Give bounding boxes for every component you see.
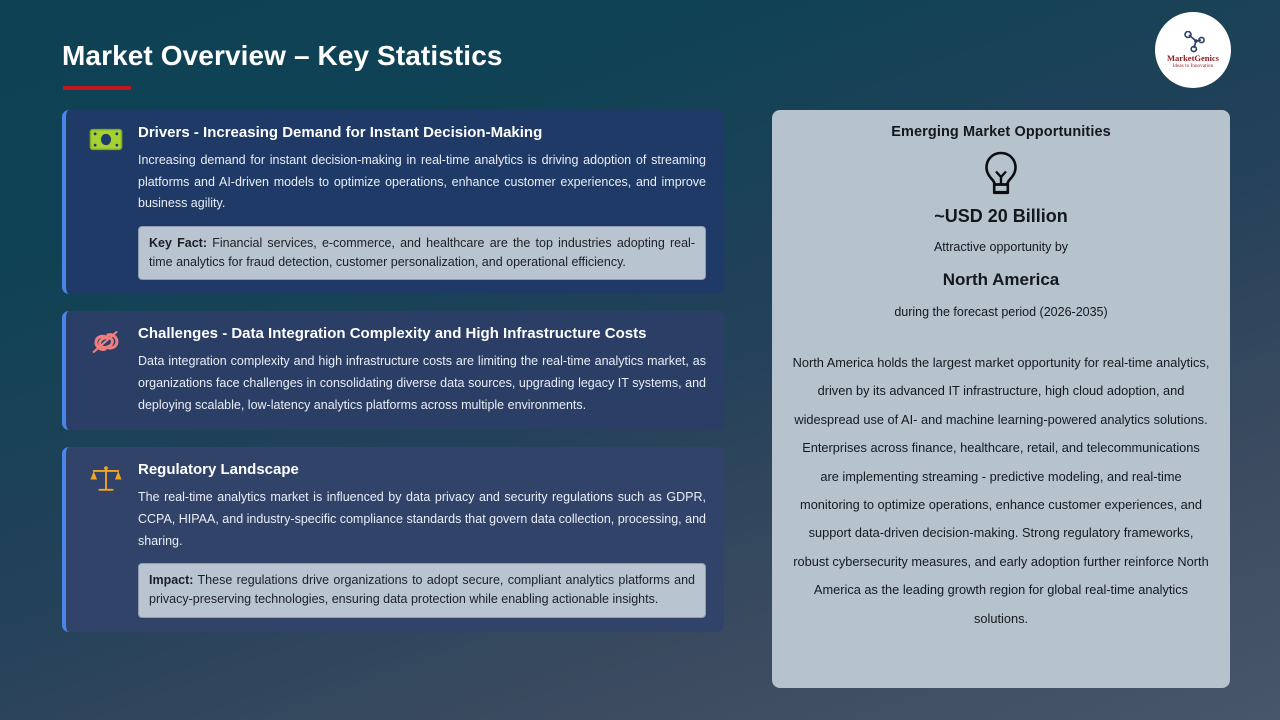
card-body xyxy=(138,124,706,280)
emerging-opportunities-panel xyxy=(772,110,1230,688)
network-nodes-icon xyxy=(1180,31,1206,53)
impact-box xyxy=(138,563,706,618)
lightbulb-icon xyxy=(792,150,1210,198)
page-title: Market Overview – Key Statistics xyxy=(62,40,503,71)
card-title: Challenges - Data Integration Complexity and High Infrastructure Costs xyxy=(138,325,647,343)
impact-label: Impact: xyxy=(149,573,194,588)
company-logo xyxy=(1155,12,1231,88)
card-challenges xyxy=(62,311,724,430)
card-description: Increasing demand for instant decision-making in real-time analytics is driving adoption of streaming platforms and AI-driven models to optimize operations, enhance customer experiences, and improve business agility. xyxy=(138,153,706,211)
logo-tagline: Ideas to Innovation xyxy=(1172,64,1214,69)
key-fact-label: Key Fact: xyxy=(149,235,207,250)
insight-cards-column xyxy=(62,110,724,649)
money-banknote-icon xyxy=(88,127,124,161)
panel-title: Emerging Market Opportunities xyxy=(891,124,1111,140)
card-body xyxy=(138,461,706,617)
card-description: Data integration complexity and high infrastructure costs are limiting the real-time analytics market, as organizations face challenges in consolidating diverse data sources, upgrading legacy IT systems, and deploying scalable, low-latency analytics platforms across multiple environments. xyxy=(138,354,706,412)
market-value: ~USD 20 Billion xyxy=(934,206,1068,226)
card-title: Regulatory Landscape xyxy=(138,461,299,479)
card-title: Drivers - Increasing Demand for Instant Decision-Making xyxy=(138,124,543,141)
logo-company-name: MarketGenics xyxy=(1167,53,1219,63)
panel-paragraph: North America holds the largest market opportunity for real-time analytics, driven by its advanced IT infrastructure, high cloud adoption, and widespread use of AI- and machine learning-powered analytics solutions. Enterprises across finance, healthcare, retail, and telecommunications are implementing streaming - predictive modeling, and real-time monitoring to optimize operations, enhance customer experiences, and support data-driven decision-making. Strong regulatory frameworks, robust cybersecurity measures, and early adoption further reinforce North America as the leading growth region for global real-time analytics solutions. xyxy=(792,355,1210,626)
opportunity-subtitle: Attractive opportunity by xyxy=(933,240,1069,254)
forecast-period: during the forecast period (2026-2035) xyxy=(894,305,1108,319)
card-body xyxy=(138,325,706,416)
card-description: The real-time analytics market is influenced by data privacy and security regulations such as GDPR, CCPA, HIPAA, and industry-specific compliance standards that govern data collection, processing, and sharing. xyxy=(138,490,706,548)
key-fact-text: Financial services, e-commerce, and healthcare are the top industries adopting real-time analytics for fraud detection, customer personalization, and operational efficiency. xyxy=(149,235,695,269)
opportunity-region: North America xyxy=(942,270,1060,289)
card-regulatory-landscape xyxy=(62,447,724,631)
card-drivers xyxy=(62,110,724,294)
broken-link-icon xyxy=(88,328,124,362)
title-underline-rule xyxy=(63,86,131,90)
impact-text: These regulations drive organizations to adopt secure, compliant analytics platforms and privacy-preserving technologies, ensuring data protection while enabling actionable insights. xyxy=(149,573,695,606)
key-fact-box xyxy=(138,226,706,281)
balance-scale-icon xyxy=(88,464,124,498)
